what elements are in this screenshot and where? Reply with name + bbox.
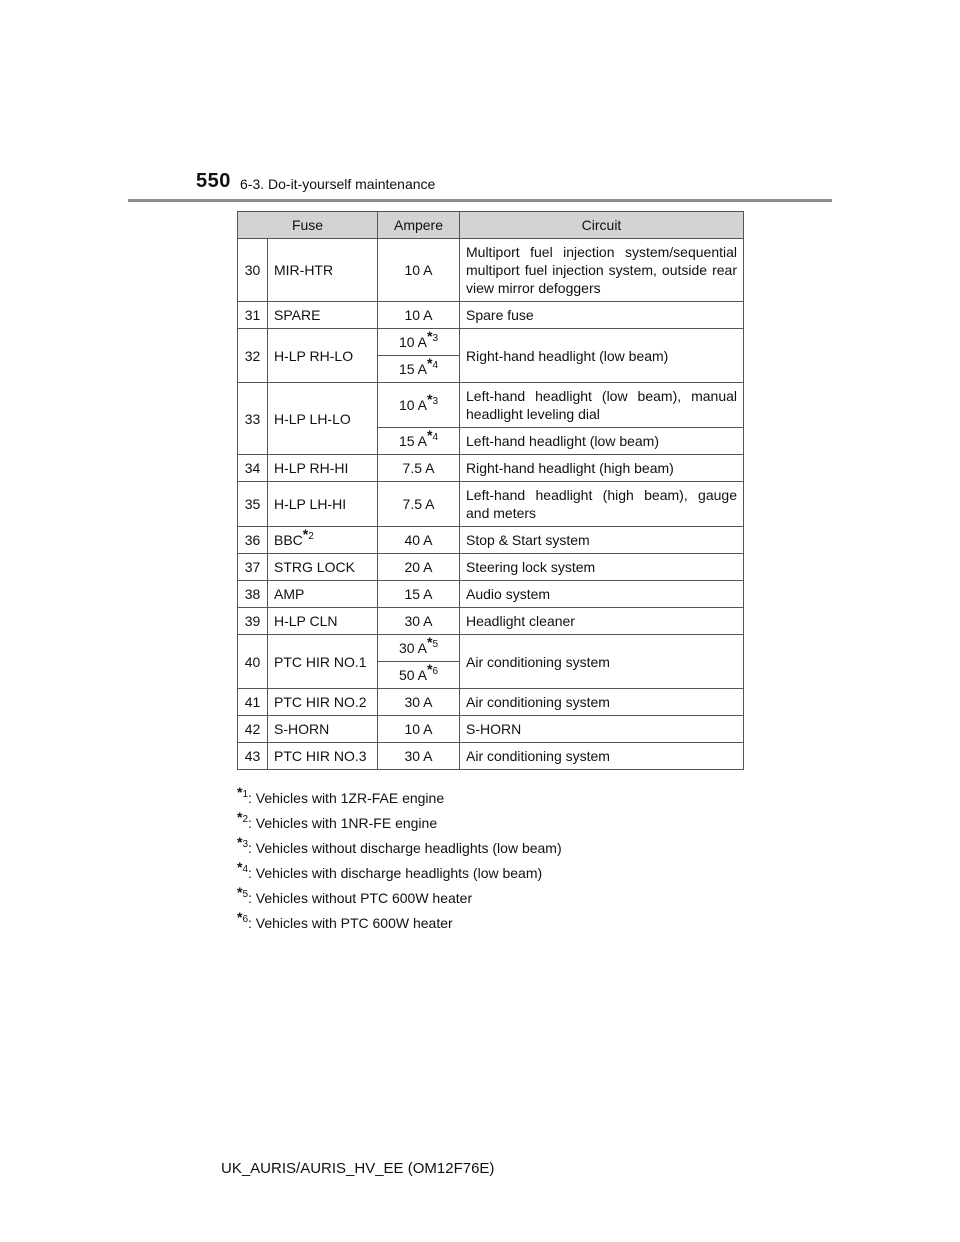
fuse-circuit: Air conditioning system: [460, 635, 744, 689]
footnote-marker: *6: [237, 909, 249, 925]
fuse-ampere: 10 A: [378, 302, 460, 329]
table-row: [238, 239, 744, 302]
column-header-fuse: Fuse: [238, 212, 378, 239]
fuse-name: AMP: [268, 581, 378, 608]
fuse-name: PTC HIR NO.3: [268, 743, 378, 770]
fuse-number: 30: [238, 239, 268, 302]
fuse-name: H-LP RH-HI: [268, 455, 378, 482]
footnotes: [237, 786, 562, 936]
column-header-ampere: Ampere: [378, 212, 460, 239]
footnote-marker: *2: [302, 526, 314, 542]
footnote-marker: *3: [427, 328, 439, 344]
table-row: [238, 383, 744, 428]
fuse-ampere: 20 A: [378, 554, 460, 581]
table-row: [238, 482, 744, 527]
fuse-circuit: Steering lock system: [460, 554, 744, 581]
table-row: [238, 581, 744, 608]
fuse-ampere: 50 $A^{*6}$: [378, 662, 460, 689]
fuse-ampere: 30 A: [378, 608, 460, 635]
footnote-item: [237, 836, 562, 861]
fuse-ampere: 10 $A^{*3}$: [378, 383, 460, 428]
fuse-ampere: 15 $A^{*4}$: [378, 428, 460, 455]
footnote-marker: *5: [427, 634, 439, 650]
footer-document-code: UK_AURIS/AURIS_HV_EE (OM12F76E): [221, 1160, 495, 1177]
fuse-number: 37: [238, 554, 268, 581]
footnote-text: : Vehicles without discharge headlights (low beam): [248, 840, 562, 856]
footnote-text: : Vehicles with 1NR-FE engine: [248, 815, 438, 831]
footnote-marker: *4: [427, 355, 439, 371]
fuse-circuit: S-HORN: [460, 716, 744, 743]
footnote-marker: *4: [427, 427, 439, 443]
footnote-item: [237, 886, 562, 911]
fuse-table: [237, 211, 744, 770]
table-row: [238, 329, 744, 356]
footnote-item: [237, 786, 562, 811]
table-row: [238, 716, 744, 743]
footnote-text: : Vehicles with PTC 600W heater: [248, 915, 453, 931]
fuse-number: 42: [238, 716, 268, 743]
footnote-marker: *3: [237, 834, 249, 850]
footnote-marker: *5: [237, 884, 249, 900]
table-row: [238, 554, 744, 581]
fuse-circuit: Right-hand headlight (high beam): [460, 455, 744, 482]
footnote-marker: *3: [427, 391, 439, 407]
fuse-number: 35: [238, 482, 268, 527]
footnote-marker: *1: [237, 784, 249, 800]
fuse-number: 39: [238, 608, 268, 635]
fuse-name: BBC$^{*2}$: [268, 527, 378, 554]
fuse-number: 43: [238, 743, 268, 770]
fuse-ampere: 10 A: [378, 239, 460, 302]
table-row: [238, 455, 744, 482]
fuse-name: H-LP RH-LO: [268, 329, 378, 383]
fuse-ampere: 7.5 A: [378, 482, 460, 527]
fuse-name: H-LP LH-LO: [268, 383, 378, 455]
fuse-ampere: 15 $A^{*4}$: [378, 356, 460, 383]
footnote-item: [237, 911, 562, 936]
fuse-name: PTC HIR NO.2: [268, 689, 378, 716]
footnote-item: [237, 861, 562, 886]
table-row: [238, 608, 744, 635]
fuse-circuit: Air conditioning system: [460, 689, 744, 716]
fuse-name: STRG LOCK: [268, 554, 378, 581]
fuse-ampere: 30 A: [378, 689, 460, 716]
fuse-ampere: 30 $A^{*5}$: [378, 635, 460, 662]
fuse-circuit: Air conditioning system: [460, 743, 744, 770]
table-row: [238, 527, 744, 554]
footnote-text: : Vehicles with discharge headlights (low beam): [248, 865, 543, 881]
fuse-circuit: Stop & Start system: [460, 527, 744, 554]
fuse-number: 34: [238, 455, 268, 482]
footnote-text: : Vehicles without PTC 600W heater: [248, 890, 473, 906]
table-row: [238, 743, 744, 770]
fuse-ampere: 10 $A^{*3}$: [378, 329, 460, 356]
header-rule: [128, 199, 832, 202]
footnote-marker: *4: [237, 859, 249, 875]
column-header-circuit: Circuit: [460, 212, 744, 239]
fuse-circuit: Right-hand headlight (low beam): [460, 329, 744, 383]
fuse-circuit: Audio system: [460, 581, 744, 608]
fuse-number: 41: [238, 689, 268, 716]
fuse-number: 33: [238, 383, 268, 455]
fuse-number: 36: [238, 527, 268, 554]
fuse-number: 40: [238, 635, 268, 689]
fuse-name: MIR-HTR: [268, 239, 378, 302]
footnote-marker: *2: [237, 809, 249, 825]
fuse-name: S-HORN: [268, 716, 378, 743]
section-title: 6-3. Do-it-yourself maintenance: [240, 176, 436, 192]
fuse-ampere: 7.5 A: [378, 455, 460, 482]
page-number: 550: [196, 170, 231, 192]
fuse-circuit: Left-hand headlight (low beam), manual headlight leveling dial: [460, 383, 744, 428]
fuse-circuit: Left-hand headlight (high beam), gauge and meters: [460, 482, 744, 527]
fuse-name: SPARE: [268, 302, 378, 329]
footnote-marker: *6: [427, 661, 439, 677]
fuse-ampere: 15 A: [378, 581, 460, 608]
table-row: [238, 689, 744, 716]
fuse-circuit: Headlight cleaner: [460, 608, 744, 635]
fuse-name: H-LP LH-HI: [268, 482, 378, 527]
fuse-name: PTC HIR NO.1: [268, 635, 378, 689]
fuse-number: 31: [238, 302, 268, 329]
fuse-name: H-LP CLN: [268, 608, 378, 635]
fuse-ampere: 10 A: [378, 716, 460, 743]
table-row: [238, 635, 744, 662]
fuse-number: 32: [238, 329, 268, 383]
fuse-ampere: 40 A: [378, 527, 460, 554]
fuse-circuit: Left-hand headlight (low beam): [460, 428, 744, 455]
fuse-circuit: Spare fuse: [460, 302, 744, 329]
fuse-number: 38: [238, 581, 268, 608]
table-header-row: [238, 212, 744, 239]
fuse-circuit: Multiport fuel injection system/sequential multiport fuel injection system, outside rear view mirror defoggers: [460, 239, 744, 302]
footnote-item: [237, 811, 562, 836]
fuse-ampere: 30 A: [378, 743, 460, 770]
table-row: [238, 302, 744, 329]
footnote-text: : Vehicles with 1ZR-FAE engine: [248, 790, 445, 806]
